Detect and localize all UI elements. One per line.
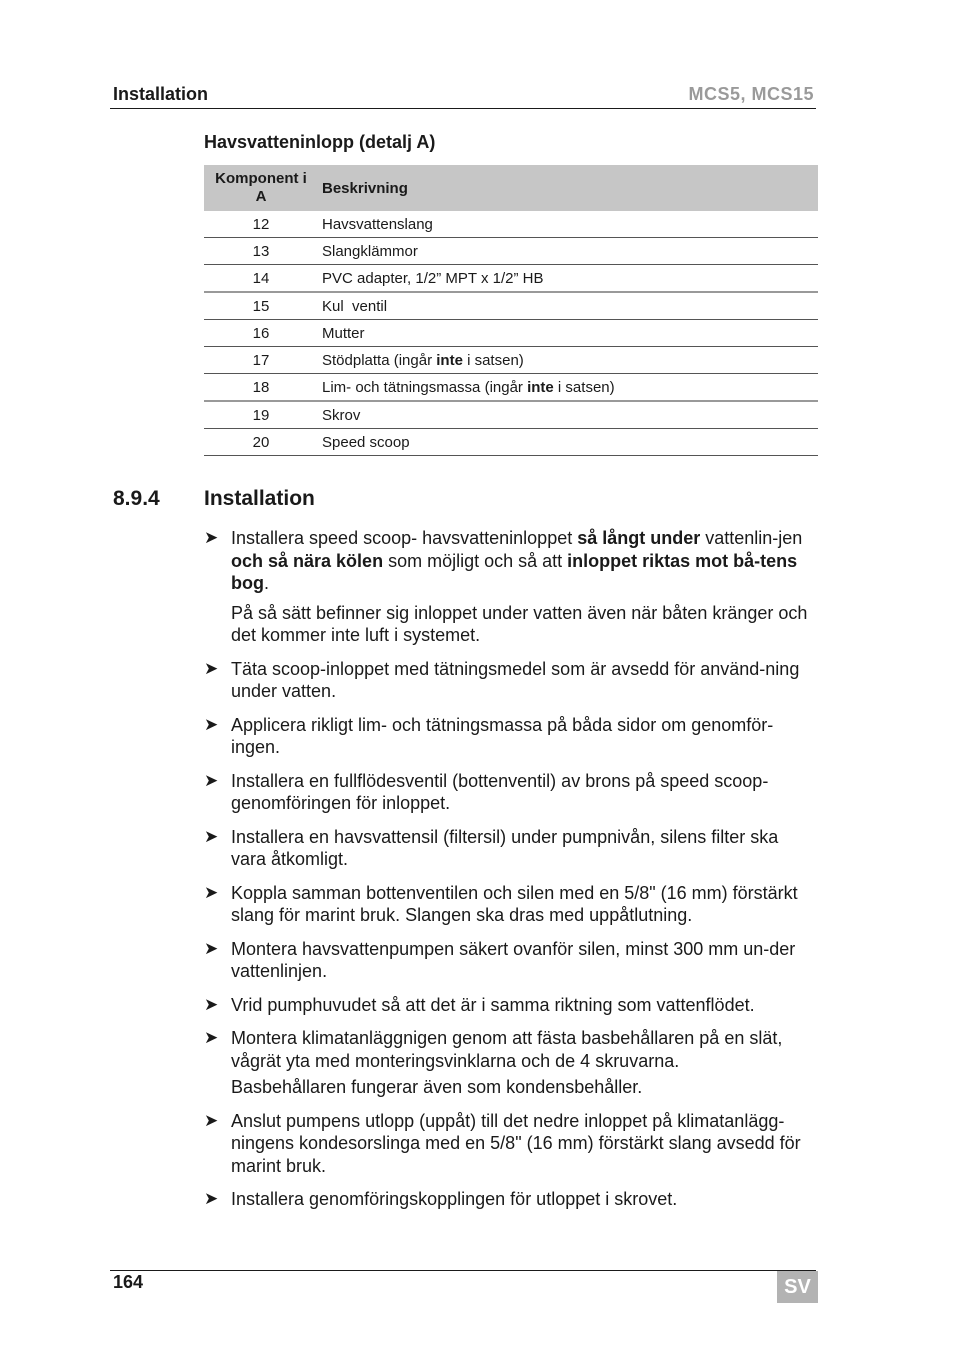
instruction-list (204, 527, 818, 1222)
component-number: 17 (204, 347, 318, 374)
list-item (204, 714, 818, 759)
header-section-title: Installation (113, 84, 209, 104)
arrow-bullet-icon: ➤ (204, 1110, 219, 1130)
table-row (204, 292, 818, 320)
component-number: 14 (204, 265, 318, 293)
header-model-names: MCS5, MCS15 (688, 84, 814, 104)
description-text: Havsvattenslang (322, 215, 433, 233)
description-text-end: i satsen) (553, 378, 615, 396)
arrow-bullet-icon: ➤ (204, 1189, 219, 1208)
arrow-bullet-icon: ➤ (204, 882, 219, 902)
list-item (204, 1027, 818, 1099)
header-rule (110, 108, 816, 109)
text-run: vattenlin-jen (700, 528, 808, 548)
instruction-text: Koppla samman bottenventilen och silen med en 5/8" (16 mm) förstärkt slang för marint bruk. Slangen ska dras med uppåtlutning. (231, 882, 798, 925)
table-row (204, 211, 818, 238)
list-item (204, 1188, 818, 1211)
component-description (318, 238, 818, 265)
arrow-bullet-icon: ➤ (204, 770, 219, 790)
table-title: Havsvatteninlopp (detalj A) (204, 132, 436, 152)
instruction-note: På så sätt befinner sig inloppet under vatten även när båten kränger och det kommer inte luft i systemet. (231, 602, 808, 645)
description-text: Speed scoop (322, 433, 410, 451)
list-item (204, 994, 818, 1017)
emphasis-run: inloppet riktas mot bå-tens bog (231, 550, 798, 593)
arrow-bullet-icon: ➤ (204, 658, 219, 678)
footer-rule (110, 1270, 816, 1271)
description-emphasis: inte (436, 351, 463, 369)
component-number: 19 (204, 401, 318, 429)
component-description (318, 374, 818, 402)
arrow-bullet-icon: ➤ (204, 826, 219, 846)
table-header-row (204, 165, 818, 211)
instruction-text: Montera havsvattenpumpen säkert ovanför silen, minst 300 mm un-der vattenlinjen. (231, 938, 796, 981)
instruction-text: Anslut pumpens utlopp (uppåt) till det nedre inloppet på klimatanlägg-ningens kondesorslinga med en 5/8" (16 mm) förstärkt slang avsedd för marint bruk. (231, 1110, 801, 1176)
instruction-text: Montera klimatanläggnigen genom att fästa basbehållaren på en slät, vågrät yta med monteringsvinklarna och de 4 skruvarna. (231, 1028, 783, 1071)
component-description (318, 211, 818, 238)
arrow-bullet-icon: ➤ (204, 994, 219, 1014)
list-item (204, 770, 818, 815)
arrow-bullet-icon: ➤ (204, 1028, 219, 1047)
arrow-bullet-icon: ➤ (204, 714, 219, 734)
list-item (204, 527, 818, 647)
column-header-component-line2: A (255, 188, 267, 205)
description-text: PVC adapter, 1/2” MPT x 1/2” HB (322, 269, 544, 287)
description-text: Mutter (322, 324, 365, 342)
page-number: 164 (113, 1272, 144, 1292)
description-text: Stödplatta (ingår (322, 351, 437, 369)
table-row (204, 429, 818, 456)
component-number: 12 (204, 211, 318, 238)
language-badge: SV (777, 1271, 818, 1303)
component-description (318, 429, 818, 456)
component-number: 16 (204, 320, 318, 347)
table-row (204, 320, 818, 347)
instruction-text: Installera en havsvattensil (filtersil) under pumpnivån, silens filter ska vara åtkomligt. (231, 826, 779, 869)
list-item (204, 658, 818, 703)
column-header-component-line1: Komponent i (215, 170, 307, 187)
description-text: Lim- och tätningsmassa (ingår (322, 378, 528, 396)
description-text: Skrov (322, 406, 361, 424)
instruction-text: Täta scoop-inloppet med tätningsmedel som är avsedd för använd-ning under vatten. (231, 658, 800, 701)
list-item (204, 938, 818, 983)
component-description (318, 320, 818, 347)
table-row (204, 238, 818, 265)
instruction-text: Installera genomföringskopplingen för utloppet i skrovet. (231, 1189, 678, 1209)
section-title: Installation (204, 487, 315, 510)
instruction-text: Applicera rikligt lim- och tätningsmassa på båda sidor om genomför-ingen. (231, 714, 774, 757)
column-header-component (204, 165, 318, 211)
text-run: Installera speed scoop- havsvatteninloppet (231, 528, 578, 548)
instruction-text (231, 527, 818, 595)
component-table (204, 165, 818, 456)
instruction-note: Basbehållaren fungerar även som kondensbehåller. (231, 1077, 643, 1097)
table-row (204, 265, 818, 293)
description-emphasis: inte (527, 378, 554, 396)
description-text: Slangklämmor (322, 242, 418, 260)
instruction-text: Vrid pumphuvudet så att det är i samma riktning som vattenflödet. (231, 994, 755, 1015)
section-number: 8.9.4 (113, 487, 160, 510)
component-description (318, 401, 818, 429)
text-run: . (264, 573, 270, 593)
component-description (318, 265, 818, 293)
description-text-end: i satsen) (462, 351, 524, 369)
component-description (318, 347, 818, 374)
table-row (204, 347, 818, 374)
list-item (204, 1110, 818, 1178)
arrow-bullet-icon: ➤ (204, 528, 219, 547)
component-number: 15 (204, 292, 318, 320)
table-row (204, 401, 818, 429)
emphasis-run: så långt under (577, 528, 701, 548)
arrow-bullet-icon: ➤ (204, 938, 219, 958)
component-number: 20 (204, 429, 318, 456)
instruction-text: Installera en fullflödesventil (bottenventil) av brons på speed scoop-genomföringen för inloppet. (231, 770, 769, 813)
list-item (204, 826, 818, 871)
description-text: Kul ventil (322, 297, 388, 315)
text-run: som möjligt och så att (383, 550, 568, 571)
list-item (204, 882, 818, 927)
component-number: 13 (204, 238, 318, 265)
column-header-description: Beskrivning (318, 165, 818, 211)
table-row (204, 374, 818, 402)
emphasis-run: och så nära kölen (231, 550, 384, 571)
component-description (318, 292, 818, 320)
component-number: 18 (204, 374, 318, 402)
